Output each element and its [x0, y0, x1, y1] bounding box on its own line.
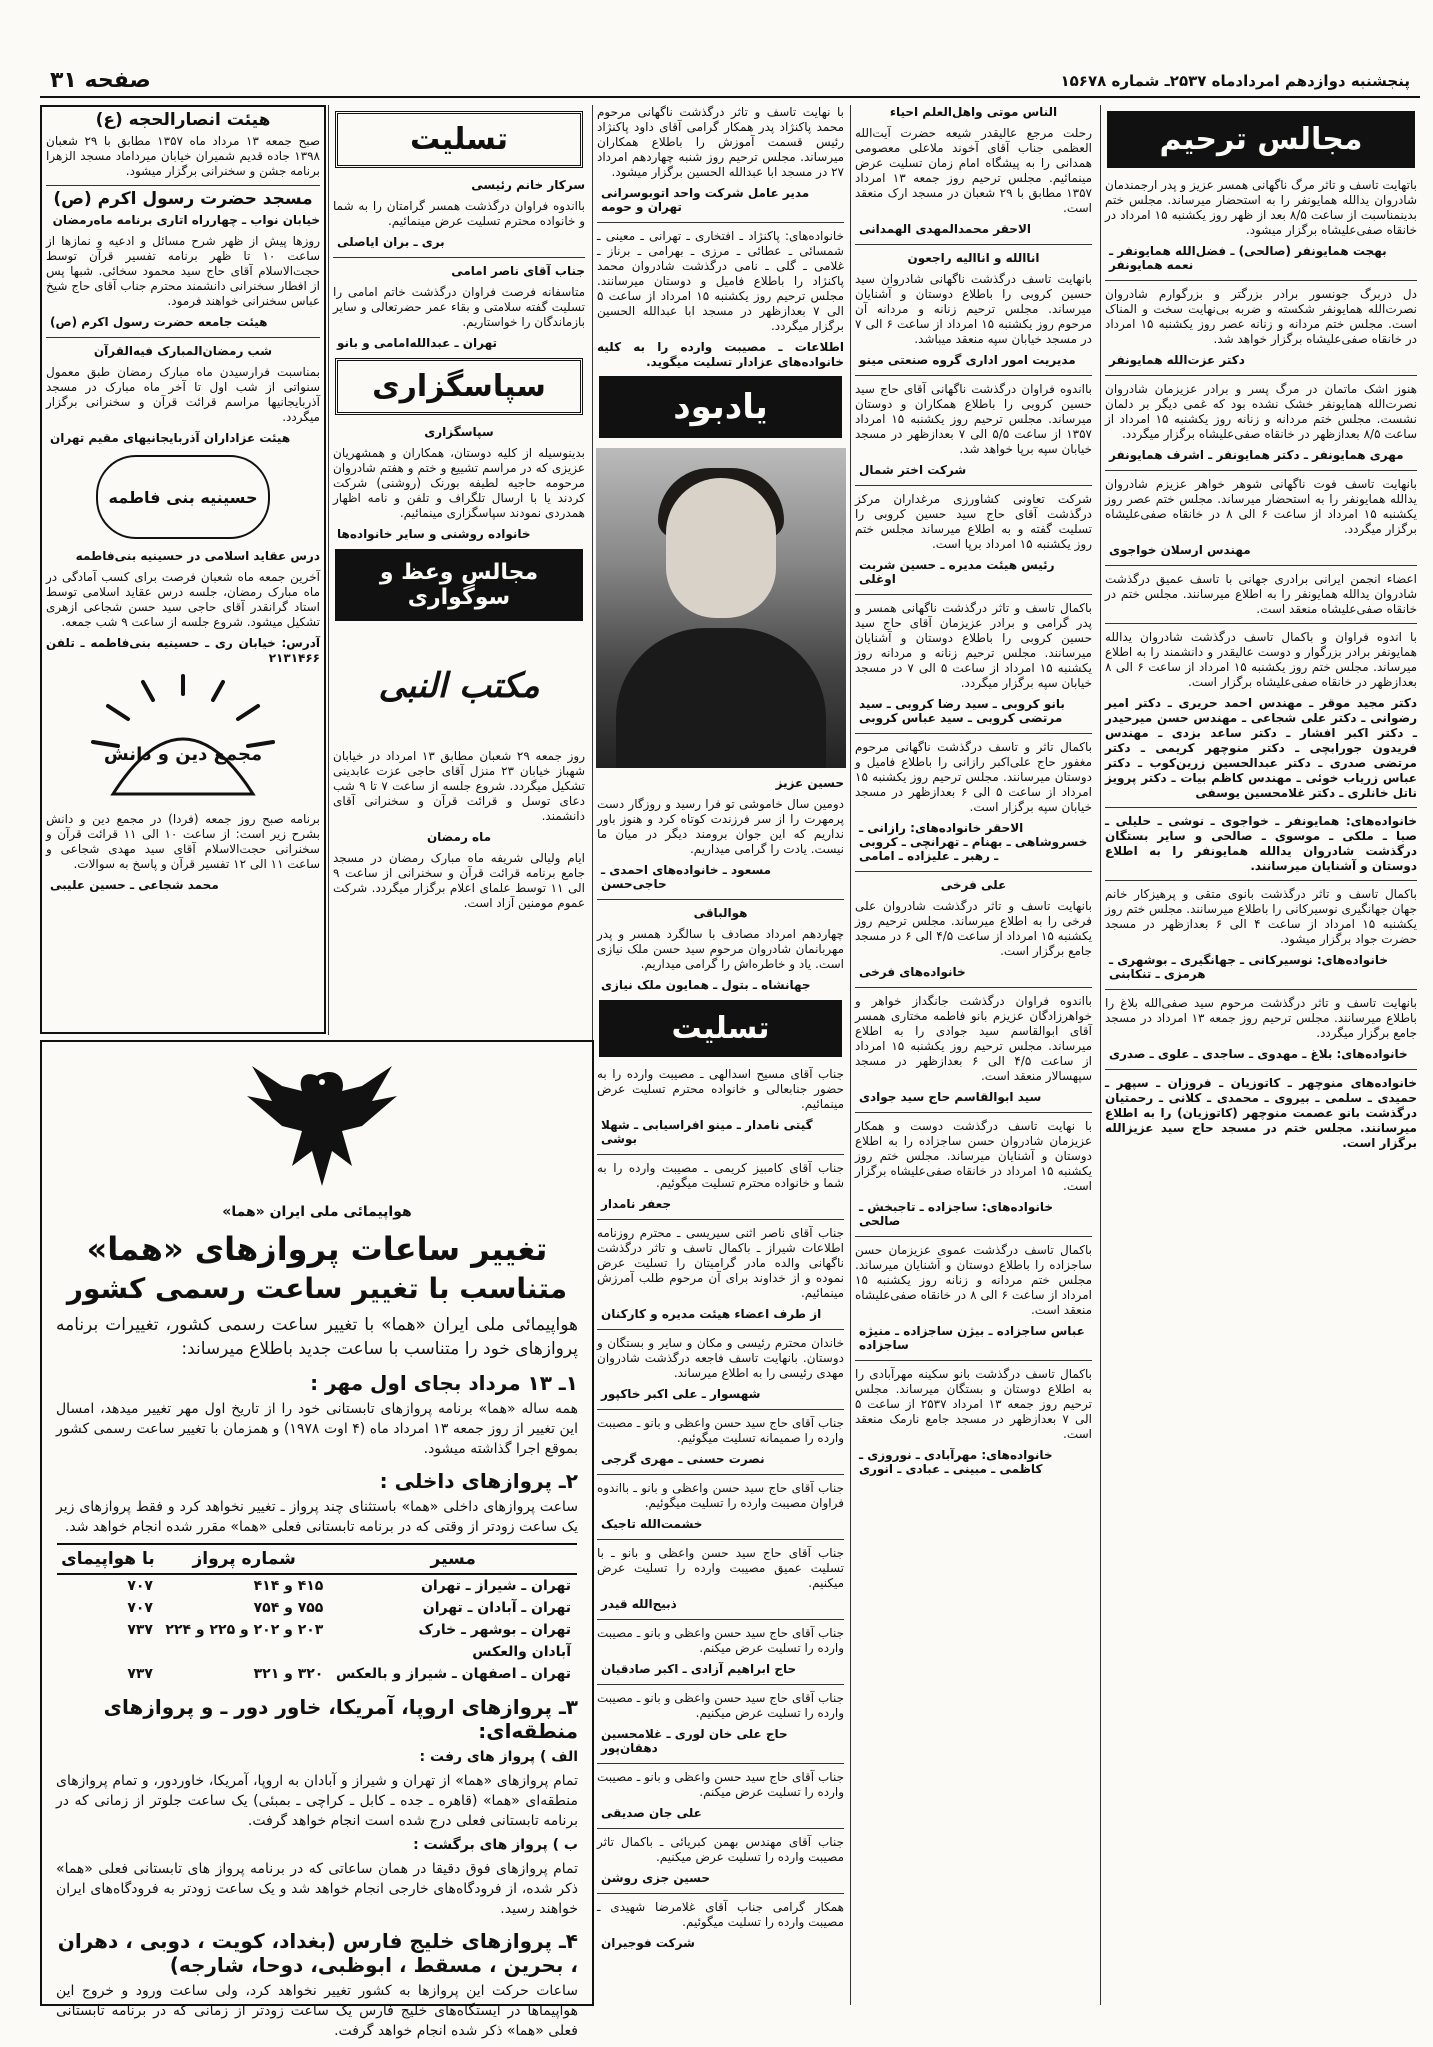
- section-title-majalis: مجالس ترحیم: [1107, 111, 1415, 168]
- homa-airline-advertisement: [40, 1040, 594, 2039]
- condolence-signature: علی جان صدیقی: [601, 1806, 702, 1820]
- section-title-yadbud: یادبود: [599, 376, 842, 438]
- table-row: [57, 1574, 577, 1597]
- condolence-signature: جعفر نامدار: [601, 1197, 672, 1211]
- notice-text: بانهایت تاسف و تاثر درگذشت مرحوم سید صفی‌الله بلاغ را باطلاع میرسانند. مجلس ترحیم روز جمعه ۱۳ امرداد در مسجد جامع برگزار میگردد.: [1105, 996, 1417, 1040]
- notice-signature: شرکت اختر شمال: [859, 463, 967, 477]
- notice-signature: رئیس هیئت مدیره ـ حسین شربت اوغلی: [859, 558, 1055, 586]
- table-cell: ۷۵۵ و ۷۵۴: [253, 1600, 324, 1616]
- notice-text: رحلت مرجع عالیقدر شیعه حضرت آیت‌الله العظمی جناب آقای آخوند ملاعلی معصومی همدانی را به پیشگاه امام زمان تسلیت عرض مینمائیم. مجلس ترحیم روز جمعه ۱۳ امرداد ۱۳۵۷ مطابق با ۲۹ شعبان در مسجد ارک منعقد است.: [855, 126, 1093, 215]
- condolence-text: خاندان محترم رئیسی و مکان و سایر و بستگان و دوستان. بانهایت تاسف فاجعه درگذشت شادروان مهدی رئیسی را به اطلاع میرساند.: [597, 1336, 844, 1380]
- table-cell: تهران ـ اصفهان ـ شیراز و بالعکس: [336, 1666, 571, 1682]
- sunburst-emblem: [83, 674, 283, 804]
- condolence-signature: خشمت‌الله تاجیک: [601, 1517, 703, 1531]
- notice-text: شرکت تعاونی کشاورزی مرغداران مرکز درگذشت آقای حاج سید حسین کروبی را تسلیت گفته و به اطلاع میرساند مجلس ختم روز یکشنبه ۱۵ امرداد برپا است.: [855, 492, 1092, 551]
- notice-signature: خانواده‌های: مهرآبادی ـ نوروزی ـ کاظمی ـ مبینی ـ عبادی ـ انوری: [859, 1448, 1053, 1476]
- table-cell: [57, 1641, 159, 1663]
- table-cell: آبادان والعکس: [472, 1644, 571, 1660]
- notice-signature: خانواده روشنی و سایر خانواده‌ها: [337, 527, 531, 541]
- notice-text: بااندوه فراوان درگذشت همسر گرامتان را به شما و خانواده محترم تسلیت عرض مینمائیم.: [333, 199, 585, 228]
- notice-signature: بری ـ بران ایاصلی: [337, 235, 445, 249]
- notice-text: اعضاء انجمن ایرانی برادری جهانی با تاسف عمیق درگذشت شادروان یدالله همایونفر را به اطلاع میرسانند. مجلس ختم در خانقاه صفی‌علیشاه منعقد است.: [1105, 572, 1417, 616]
- condolence-text: جناب آقای کامبیز کریمی ـ مصیبت وارده را به شما و خانواده محترم تسلیت میگوئیم.: [597, 1161, 844, 1190]
- notice-heading: سرکار خانم رئیسی: [471, 178, 585, 192]
- ad-subsection-heading: الف ) پرواز های رفت :: [419, 1749, 578, 1765]
- condolence-text: جناب آقای حاج سید حسن واعظی و بانو ـ مصیبت وارده را تسلیت عرض میکنیم.: [597, 1691, 844, 1720]
- section-title-tasliat-2: تسلیت: [335, 111, 583, 168]
- condolence-signature: شهسوار ـ علی اکبر خاکپور: [601, 1387, 761, 1401]
- notice-signature: دکتر عزت‌الله همایونفر: [1109, 353, 1245, 367]
- page-number: صفحه ۳۱: [50, 68, 151, 93]
- table-header-cell: شماره پرواز: [159, 1544, 329, 1574]
- table-cell: ۷۰۷: [127, 1578, 153, 1594]
- notice-text: بااندوه فراوان درگذشت جانگداز خواهر و خواهرزادگان عزیزم بانو فاطمه مختاری همسر آقای ابوالقاسم سید جوادی را به اطلاع میرساند. مجلس ترحیم روز یکشنبه ۱۵ امرداد از ساعت ۴/۵ الی ۶ بعدازظهر در مسجد سپهسالار منعقد است.: [855, 994, 1092, 1083]
- notice-signature: مهری همایونفر ـ دکتر همایونفر ـ اشرف همایونفر: [1109, 448, 1404, 462]
- table-row: [57, 1597, 577, 1619]
- notice-text: هنوز اشک ماتمان در مرگ پسر و برادر عزیزمان شادروان نصرت‌الله همایونفر خشک نشده بود که غمی دیگر بر دلمان نشست. مجلس ختم مردانه و زنانه روز یکشنبه ۱۵ امرداد از ساعت ۸/۵ بعدازظهر در خانقاه صفی‌علیشاه برگزار میگردد.: [1105, 382, 1417, 441]
- notice-text: باکمال تاثر و تاسف درگذشت ناگهانی مرحوم مغفور حاج علی‌اکبر رازانی را باطلاع فامیل و دوستان میرسانند. مجلس ترحیم روز یکشنبه ۱۵ امرداد از ساعت ۵ الی ۶ بعدازظهر در مسجد خیابان سپه برگزار است.: [855, 740, 1092, 814]
- ad-brand-line: هواپیمائی ملی ایران «هما»: [222, 1204, 412, 1220]
- table-header-cell: با هواپیمای: [57, 1544, 159, 1574]
- ad-section-text: ساعات حرکت این پروازها به کشور تغییر نخواهد کرد، ولی ساعت ورود و خروج این هواپیماها در ایستگاه‌های خلیج فارس یک ساعت زودتر از زمانی که در برنامه تابستانی فعلی «هما» ذکر شده انجام خواهد گرفت.: [56, 1983, 578, 2039]
- notice-text: اطلاعات ـ مصیبت وارده را به کلیه خانواده‌های عزادار تسلیت میگوید.: [597, 340, 844, 369]
- table-cell: ۳۲۰ و ۳۲۱: [253, 1666, 324, 1682]
- notice-signature: سید ابوالقاسم حاج سید جوادی: [859, 1090, 1042, 1104]
- notice-text: متاسفانه فرصت فراوان درگذشت خاتم امامی را تسلیت گفته سلامتی و بقاء عمر حضرتعالی و سایر بازماندگان را خواستاریم.: [333, 285, 585, 329]
- condolence-text: جناب آقای حاج سید حسن واعظی و بانو ـ مصیبت وارده را صمیمانه تسلیت میگوئیم.: [597, 1416, 844, 1445]
- notice-signature: خانواده‌های: بلاغ ـ مهدوی ـ ساجدی ـ علوی ـ صدری: [1109, 1047, 1408, 1061]
- ad-subheadline: متناسب با تغییر ساعت رسمی کشور: [66, 1272, 568, 1305]
- ad-intro: هواپیمائی ملی ایران «هما» با تغییر ساعت رسمی کشور، تغییرات برنامه پروازهای خود را متناسب با ساعت جدید باطلاع میرساند:: [56, 1315, 578, 1359]
- notice-signature: مهندس ارسلان خواجوی: [1109, 543, 1251, 557]
- notice-text: بااندوه فراوان درگذشت ناگهانی آقای حاج سید حسین کروبی را باطلاع همکاران و دوستان میرساند. مجلس ترحیم روز یکشنبه ۱۵ امرداد ۱۳۵۷ از ساعت ۵/۵ الی ۷ بعدازظهر در مسجد خیابان سپه برپا خواهد شد.: [855, 382, 1092, 456]
- ad-section-heading: ۱ـ ۱۳ مرداد بجای اول مهر :: [310, 1371, 578, 1395]
- notice-text: خانواده‌های منوچهر ـ کاتوزیان ـ فروزان ـ سپهر ـ حمیدی ـ سلمی ـ بیروی ـ محمدی ـ کلانی ـ رحمتیان درگذشت بانو عصمت منوچهر (کاتوزیان) را به اطلاع میرسانند. مجلس ختم در مسجد حاج سید عزیزالله برگزار است.: [1105, 1076, 1417, 1150]
- table-header-cell: مسیر: [329, 1544, 577, 1574]
- notice-signature: خانواده‌های فرخی: [859, 965, 966, 979]
- notice-signature: مدیریت امور اداری گروه صنعتی مینو: [859, 353, 1076, 367]
- emblem-label: مجمع دین و دانش: [103, 744, 263, 765]
- notice-address: آدرس: خیابان ری ـ حسینیه بنی‌فاطمه ـ تلفن ۲۱۳۱۴۶۶: [46, 636, 320, 665]
- notice-signature: بهجت همایونفر (صالحی) ـ فضل‌الله همایونفر ـ نعمه همایونفر: [1109, 244, 1387, 272]
- notice-text: دل دربرگ جونسور برادر بزرگتر و بزرگوارم شادروان نصرت‌الله همایونفر شکسته و ضربه بی‌نهایت سخت و المناک است. مجلس ختم مردانه و زنانه عصر روز یکشنبه ۱۵ امرداد در خانقاه صفی‌علیشاه برگزار خواهد شد.: [1105, 287, 1418, 346]
- notice-text: صبح جمعه ۱۳ مرداد ماه ۱۳۵۷ مطابق با ۲۹ شعبان ۱۳۹۸ جاده قدیم شمیران خیابان میرداماد مسجد الزهرا برنامه جشن و سخنرانی برگزار میشود.: [46, 134, 321, 178]
- notice-heading: شب رمضان‌المبارک فیه‌القرآن: [93, 344, 273, 358]
- page-header: [40, 68, 1420, 98]
- issue-date-line: پنجشنبه دوازدهم امردادماه ۲۵۳۷ـ شماره ۱۵۶۷۸: [1060, 72, 1410, 90]
- notice-heading: سپاسگزاری: [424, 425, 494, 439]
- notice-text: با اندوه فراوان و باکمال تاسف درگذشت شادروان یدالله همایونفر برادر بزرگوار و دوست عالیقدر و دانشمند را به اطلاع میرساند. مجلس ختم روز یکشنبه ۱۵ امرداد از ساعت ۶ الی ۸ بعدازظهر در خانقاه صفی‌علیشاه برگزار است.: [1105, 630, 1418, 689]
- section-title-sepasgozari: سپاسگزاری: [335, 358, 583, 415]
- notice-signature: الاحقر خانواده‌های: رازانی ـ خسروشاهی ـ بهنام ـ تهرانچی ـ کروبی ـ رهبر ـ علیزاده ـ امامی: [859, 821, 1088, 863]
- maktab-calligraphy-logo: مکتب النبی: [378, 666, 540, 706]
- ad-subsection-heading: ب ) پرواز های برگشت :: [413, 1837, 578, 1853]
- notice-heading: درس عقاید اسلامی در حسینیه بنی‌فاطمه: [75, 549, 320, 563]
- notice-signature: عباس ساجزاده ـ بیژن ساجزاده ـ منیژه ساجزاده: [859, 1324, 1085, 1352]
- notice-signature: مدیر عامل شرکت واحد اتوبوسرانی تهران و حومه: [601, 186, 810, 214]
- notice-signature: هیئت جامعه حضرت رسول اکرم (ص): [50, 315, 268, 329]
- notice-heading: علی فرخی: [940, 878, 1007, 892]
- condolence-signature: حسین جزی روشن: [601, 1871, 710, 1885]
- ad-section-heading: ۴ـ پروازهای خلیج فارس (بغداد، کویت ، دوبی ، دهران ، بحرین ، مسقط ، ابوظبی، دوحا، شارجه): [57, 1929, 578, 1977]
- memorial-signature: جهانشاه ـ بتول ـ همایون ملک نیازی: [601, 978, 811, 992]
- memorial-heading: هوالباقی: [693, 906, 748, 920]
- column-2: [850, 105, 1096, 2005]
- husseiniyeh-stamp-logo: حسینیه بنی فاطمه: [96, 455, 270, 539]
- memorial-text: چهاردهم امرداد مصادف با سالگرد همسر و پدر مهربانمان شادروان مرحوم سید حسن ملک نیازی است. یاد و خاطره‌اش را گرامی میداریم.: [597, 927, 844, 971]
- ad-section-text: ساعت پروازهای داخلی «هما» باستثنای چند پرواز ـ تغییر نخواهد کرد و فقط پروازهای زیر یک ساعت زودتر از وقتی که در برنامه تابستانی فعلی «هما» مقرر شده انجام خواهد شد.: [56, 1499, 578, 1535]
- condolence-text: جناب آقای حاج سید حسن واعظی و بانو ـ مصیبت وارده را تسلیت عرض میکنم.: [597, 1626, 844, 1655]
- table-row: [57, 1641, 577, 1663]
- table-cell: ۲۰۳ و ۲۰۲ و ۲۲۵ و ۲۲۴: [165, 1622, 324, 1638]
- ad-section-text: همه ساله «هما» برنامه پروازهای تابستانی خود را از تاریخ اول مهر تغییر میدهد، امسال این تغییر از روز جمعه ۱۳ امرداد ماه (۴ اوت ۱۹۷۸) و همزمان با تغییر ساعت رسمی کشور بموقع اجرا گذاشته میشود.: [56, 1401, 578, 1457]
- notice-signature: بانو کروبی ـ سید رضا کروبی ـ سید مرتضی کروبی ـ سید عباس کروبی: [859, 697, 1065, 725]
- condolence-text: جناب آقای مهندس بهمن کبریائی ـ باکمال تاثر مصیبت وارده را تسلیت عرض میکنیم.: [597, 1835, 844, 1864]
- notice-subheading: خیابان نواب ـ چهارراه اتاری برنامه ماه‌رمضان: [52, 213, 320, 227]
- notice-text: باکمال تاسف درگذشت بانو سکینه مهرآبادی را به اطلاع دوستان و بستگان میرساند. مجلس ترحیم روز جمعه ۱۳ امرداد ۲۵۳۷ از ساعت ۵ الی ۷ بعدازظهر در مسجد جامع نارمک منعقد است.: [855, 1367, 1092, 1441]
- section-title-tasliat: تسلیت: [599, 1000, 842, 1057]
- notice-heading: ماه رمضان: [426, 830, 492, 844]
- table-cell: ۴۱۵ و ۴۱۴: [253, 1578, 324, 1594]
- table-cell: تهران ـ شیراز ـ تهران: [420, 1578, 571, 1594]
- column-3: [592, 105, 848, 2005]
- notice-signature: تهران ـ عبدالله‌امامی و بانو: [337, 336, 498, 350]
- notice-text: بانهایت تاسف درگذشت ناگهانی شادروان سید حسین کروبی را باطلاع دوستان و آشنایان میرساند. مجلس ترحیم زنانه و مردانه آن مرحوم روز یکشنبه ۱۵ امرداد از ساعت ۶ الی ۷ در مسجد خیابان سپه منعقد میباشد.: [855, 272, 1092, 346]
- condolence-signature: حاج علی خان لوری ـ غلامحسین دهقان‌پور: [601, 1727, 788, 1755]
- ad-section-heading: ۲ـ پروازهای داخلی :: [379, 1469, 578, 1493]
- notice-text: بمناسبت فرارسیدن ماه مبارک رمضان طبق معمول سنواتی از شب اول تا آخر ماه مبارک در مسجد آذربایجانیها مراسم قرائت قرآن و سخنرانی برگزار میگردد.: [46, 365, 320, 424]
- notice-heading: جناب آقای ناصر امامی: [451, 264, 585, 278]
- ad-headline: تغییر ساعات پروازهای «هما»: [86, 1230, 548, 1268]
- homa-bird-icon: [222, 1056, 412, 1196]
- condolence-signature: ذبیح‌الله قیدر: [601, 1597, 677, 1611]
- condolence-text: جناب آقای ناصر اثنی سیریسی ـ محترم روزنامه اطلاعات شیراز ـ باکمال تاسف و تاثر درگذشت ناگهانی والده مادر گرامیتان را تسلیت عرض نموده و از خداوند برای آن مرحوم طلب آمرزش مینمائیم.: [597, 1226, 844, 1300]
- condolence-signature: حاج ابراهیم آزادی ـ اکبر صادقیان: [601, 1662, 797, 1676]
- notice-signature: الاحقر محمدالمهدی الهمدانی: [859, 222, 1032, 236]
- sunburst-icon: [83, 674, 283, 804]
- notice-signature: محمد شجاعی ـ حسین علیبی: [50, 878, 219, 892]
- photo-caption: حسین عزیز: [775, 776, 844, 790]
- column-5: [40, 105, 326, 1034]
- table-header-row: [57, 1544, 577, 1574]
- notice-text: باکمال تاسف درگذشت عموی عزیزمان حسن ساجزاده را باطلاع دوستان و آشنایان میرساند. مجلس ختم مردانه و زنانه روز یکشنبه ۱۵ امرداد از ساعت ۶ الی ۸ در خانقاه صفی‌علیشاه منعقد است.: [855, 1243, 1092, 1317]
- notice-names: دکتر مجید موقر ـ مهندس احمد حریری ـ دکتر امیر رضوانی ـ دکتر علی شجاعی ـ مهندس حسن میرحیدر ـ دکتر اکبر افشار ـ دکتر ساعد بزدی ـ مهندس فریدون جورابچی ـ دکتر منوچهر کریمی ـ دکتر مرتضی صدری ـ دکتر عبدالحسین زرین‌کوب ـ دکتر عباس زریاب خوئی ـ مهندس کاظم بیات ـ دکتر پرویز ناتل خانلری ـ دکتر غلامحسین یوسفی: [1105, 696, 1417, 800]
- table-cell: تهران ـ بوشهر ـ خارک: [418, 1622, 571, 1638]
- notice-text: روزها پیش از ظهر شرح مسائل و ادعیه و نمازها از ساعت ۱۰ تا ظهر برنامه تفسیر قرآن توسط حجت‌الاسلام آقای حاج سید محمود سخائی. شبها پس از افطار سخنرانی دانشمند محترم جناب آقای حاج شیخ عباس سخنرانی خواهند فرمود.: [46, 234, 321, 308]
- condolence-signature: شرکت فوجیران: [601, 1936, 695, 1950]
- column-1: [1100, 105, 1421, 2005]
- condolence-text: جناب آقای حاج سید حسن واعظی و بانو ـ بااندوه فراوان مصیبت وارده را تسلیت میگوئیم.: [597, 1481, 844, 1510]
- notice-heading: مسجد حضرت رسول اکرم (ص): [53, 189, 313, 209]
- notice-heading: اناالله و اناالیه راجعون: [907, 251, 1040, 265]
- notice-text: خانواده‌های: پاکنژاد ـ افتخاری ـ تهرانی ـ معینی ـ شمسائی ـ عطائی ـ مرزی ـ بهرامی ـ برناز ـ غلامی ـ گلی ـ نامی درگذشت شادروان محمد پاکنژاد را باطلاع فامیل و دوستان میرسانند. مجلس ترحیم روز یکشنبه ۱۵ امرداد از ساعت ۵ الی ۷ بعدازظهر در مسجد ابا عبدالله الحسین برگزار میگردد.: [597, 229, 844, 333]
- condolence-signature: از طرف اعضاء هیئت مدیره و کارکنان: [601, 1307, 822, 1321]
- notice-heading: الناس موتی واهل‌العلم احیاء: [889, 105, 1058, 119]
- homa-bird-logo: [222, 1056, 412, 1196]
- notice-signature: خانواده‌های: نوسیرکانی ـ جهانگیری ـ بوشهری ـ هرمزی ـ تنکابنی: [1109, 953, 1388, 981]
- table-cell: ۷۰۷: [127, 1600, 153, 1616]
- notice-text: آخرین جمعه ماه شعبان فرصت برای کسب آمادگی در ماه مبارک رمضان، جلسه درس عقاید اسلامی توسط استاد گرانقدر آقای حاجی سید حسن شجاعی ازهری تشکیل میشود. شروع جلسه از ساعت ۹ شب جمعه.: [46, 570, 320, 629]
- condolence-signature: گیتی نامدار ـ مینو افراسیابی ـ شهلا بوشی: [601, 1118, 813, 1146]
- table-row: [57, 1619, 577, 1641]
- table-cell: تهران ـ آبادان ـ تهران: [422, 1600, 571, 1616]
- condolence-text: جناب آقای مسیح اسدالهی ـ مصیبت وارده را به حضور جنابعالی و خانواده محترم تسلیت عرض مینمائیم.: [597, 1067, 844, 1111]
- condolence-text: جناب آقای حاج سید حسن واعظی و بانو ـ با تسلیت عمیق مصیبت وارده را تسلیت عرض میکنیم.: [597, 1546, 844, 1590]
- table-cell: ۷۳۷: [127, 1666, 153, 1682]
- flight-schedule-table: [57, 1543, 577, 1685]
- notice-text: باتهایت تاسف و تاثر مرگ ناگهانی همسر عزیز و پدر ارجمندمان شادروان یدالله همایونفر را به استحضار میرساند. مجلس ختم بدینمناسبت از ساعت ۸/۵ بعد از ظهر روز یکشنبه ۱۵ امرداد در خانقاه صفی‌علیشاه برگزار میشود.: [1105, 178, 1418, 237]
- notice-text: خانواده‌های: همایونفر ـ خواجوی ـ نوشی ـ حلیلی ـ صبا ـ ملکی ـ موسوی ـ صالحی و سایر بستگان درگذشت شادروان یدالله همایونفر را به اطلاع دوستان و آشنایان میرسانند.: [1105, 814, 1417, 873]
- ad-section-text: تمام پروازهای فوق دقیقا در همان ساعاتی که در برنامه پرواز های تابستانی فعلی «هما» ذکر شده، از فرودگاه‌های خارجی انجام خواهد شد و یک ساعت زودتر به فرودگاه‌های ایران خواهند رسید.: [56, 1861, 578, 1917]
- notice-text: بانهایت تاسف و تاثر درگذشت شادروان علی فرخی را به اطلاع میرساند. مجلس ترحیم روز یکشنبه ۱۵ امرداد از ساعت ۴/۵ الی ۶ در مسجد جامع برگزار است.: [855, 899, 1093, 958]
- table-cell: [159, 1641, 329, 1663]
- notice-text: باکمال تاسف و تاثر درگذشت ناگهانی همسر و پدر گرامی و برادر عزیزمان آقای حاج سید حسین کروبی را باطلاع دوستان و آشنایان میرسانند. مجلس ترحیم زنانه و مردانه روز یکشنبه ۱۵ امرداد از ساعت ۵ الی ۷ در مسجد خیابان سپه برگزار میگردد.: [855, 601, 1092, 690]
- notice-signature: خانواده‌های: ساجزاده ـ تاجبخش ـ صالحی: [859, 1200, 1054, 1228]
- notice-text: برنامه صبح روز جمعه (فردا) در مجمع دین و دانش بشرح زیر است: از ساعت ۱۰ الی ۱۱ قرائت قرآن و سخنرانی حجت‌الاسلام آقای سید مهدی شجاعی و ساعت ۱۱ الی ۱۲ تفسیر قرآن و پاسخ به سوالات.: [46, 812, 320, 871]
- section-title-vaaz: مجالس وعظ و سوگواری: [335, 549, 583, 621]
- condolence-signature: نصرت حسنی ـ مهری گرجی: [601, 1452, 765, 1466]
- column-4: [328, 105, 589, 1035]
- notice-text: بانهایت تاسف فوت ناگهانی شوهر خواهر عزیزم شادروان یدالله همایونفر را به استحضار میرساند. مجلس ختم عصر روز یکشنبه ۱۵ امرداد از ساعت ۶ الی ۸ در خانقاه صفی‌علیشاه برگزار میگردد.: [1105, 477, 1417, 536]
- notice-text: باکمال تاسف و تاثر درگذشت بانوی متقی و پرهیزکار خانم جهان جهانگیری نوسیرکانی را باطلاع میرسانند. مجلس ختم روز یکشنبه ۱۵ امرداد از ساعت ۴ الی ۶ بعدازظهر در مسجد حضرت جواد برگزار میشود.: [1105, 887, 1417, 946]
- table-cell: ۷۳۷: [127, 1622, 153, 1638]
- notice-heading: هیئت انصارالحجه (ع): [95, 110, 271, 130]
- ad-section-heading: ۳ـ پروازهای اروپا، آمریکا، خاور دور ـ و پروازهای منطقه‌ای:: [103, 1695, 578, 1743]
- notice-text: روز جمعه ۲۹ شعبان مطابق ۱۳ امرداد در خیابان شهباز خیابان ۲۳ منزل آقای حاجی عزت عابدینی تشکیل میگردد. شروع جلسه از ساعت ۷ تا ۹ شب دعای توسل و قرائت قرآن و سخنرانی آقای دانشمند.: [333, 749, 586, 823]
- ad-section-text: تمام پروازهای «هما» از تهران و شیراز و آبادان به اروپا، آمریکا، خاوردور، و تمام پروازهای منطقه‌ای «هما» (قاهره ـ جده ـ کابل ـ کراچی ـ بمبئی) یک ساعت جلوتر از زمانی که در برنامه تابستانی فعلی درج شده است انجام خواهد گرفت.: [56, 1773, 578, 1829]
- notice-text: ایام ولیالی شریفه ماه مبارک رمضان در مسجد جامع برنامه قرائت قرآن و سخنرانی از ساعت ۹ الی ۱۱ توسط علمای اعلام برگزار میگردد. شرکت عموم مومنین آزاد است.: [333, 851, 585, 910]
- memorial-signature: مسعود ـ خانواده‌های احمدی ـ حاجی‌حسن: [601, 863, 772, 891]
- condolence-text: همکار گرامی جناب آقای غلامرضا شهیدی ـ مصیبت وارده را تسلیت میگوئیم.: [597, 1900, 844, 1929]
- table-row: [57, 1663, 577, 1685]
- notice-text: با نهایت تاسف و تاثر درگذشت ناگهانی مرحوم محمد پاکنژاد پدر همکار گرامی آقای داود پاکنژاد رئیس قسمت آموزش را باطلاع همکاران میرساند. مجلس ترحیم روز شنبه چهاردهم امرداد ۲۷ در مسجد ابا عبدالله الحسین برگزار میشود.: [597, 105, 844, 179]
- notice-text: با نهایت تاسف درگذشت دوست و همکار عزیزمان شادروان حسن ساجزاده را به اطلاع دوستان و آشنایان میرساند. مجلس ختم روز یکشنبه ۱۵ امرداد در خانقاه صفی‌علیشاه برگزار است.: [855, 1119, 1092, 1193]
- notice-signature: هیئت عزاداران آذربایجانیهای مقیم تهران: [50, 431, 291, 445]
- memorial-portrait: [596, 448, 846, 768]
- condolence-text: جناب آقای حاج سید حسن واعظی و بانو ـ مصیبت وارده را تسلیت عرض میکنم.: [597, 1770, 844, 1799]
- notice-text: بدینوسیله از کلیه دوستان، همکاران و همشهریان عزیزی که در مراسم تشییع و ختم و هفتم شادروان مرحومه حاجیه لطیفه بورنک (روشنی) شرکت کردند یا با ارسال تلگراف و تلفن و نامه اظهار همدردی نمودند سپاسگزاری مینمائیم.: [333, 446, 585, 520]
- memorial-text: دومین سال خاموشی تو فرا رسید و روزگار دست پرمهرت را از سر فرزندت کوتاه کرد و هنوز باور نداریم که این جوان برومند دیگر در میان ما نیست. یادت را گرامی میداریم.: [597, 797, 844, 856]
